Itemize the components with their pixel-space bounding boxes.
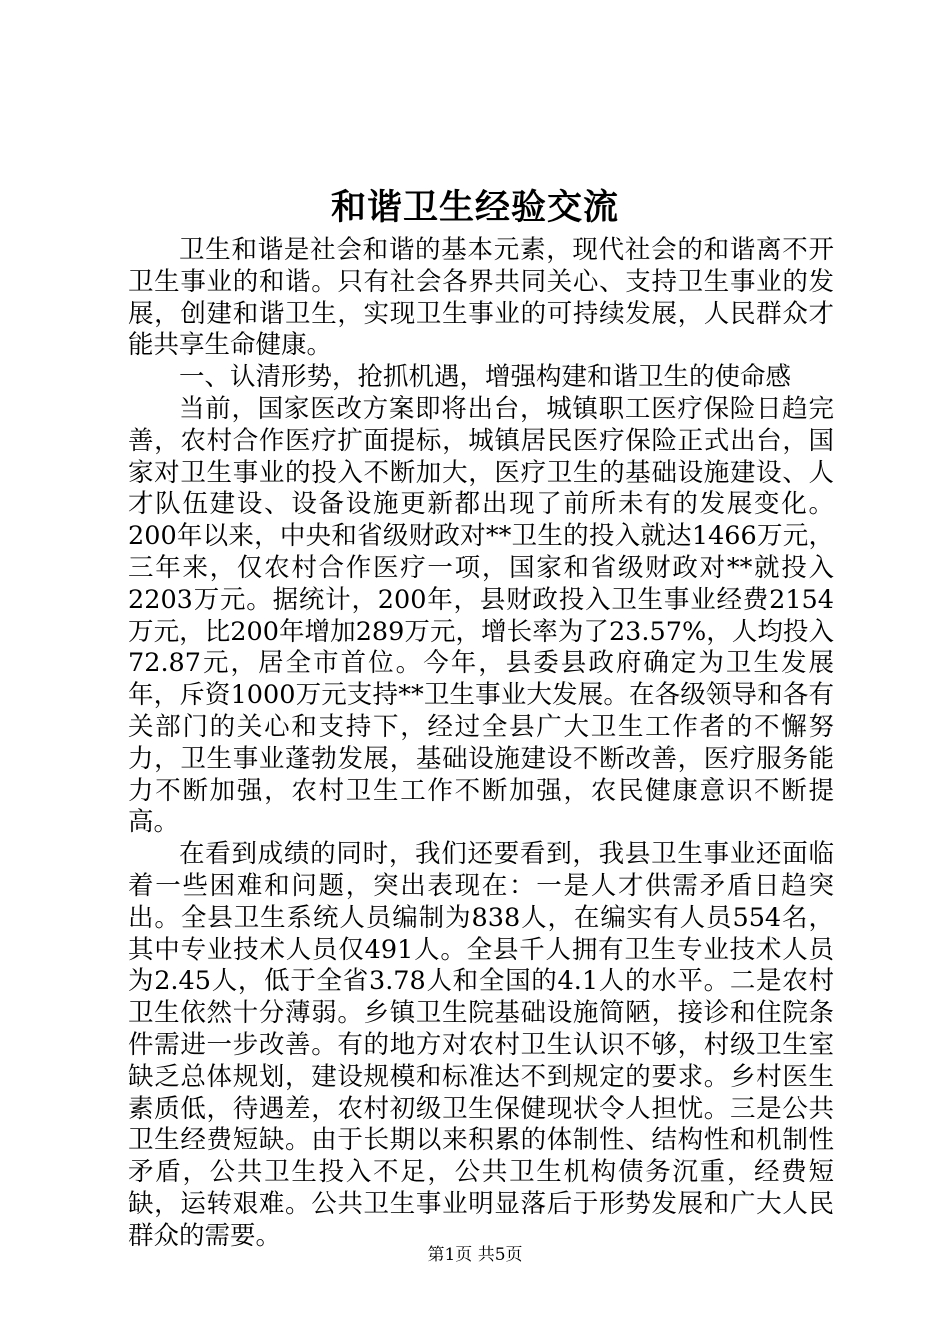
- document-title: 和谐卫生经验交流: [330, 187, 619, 228]
- section-heading-1: 一、认清形势，抢抓机遇，增强构建和谐卫生的使命感: [179, 362, 792, 393]
- paragraph-problems: 在看到成绩的同时，我们还要看到，我县卫生事业还面临着一些困难和问题，突出表现在：一是人才供需矛盾日趋突出。全县卫生系统人员编制为838人，在编实有人员554名，其中专业技术人员仅491人。全县千人拥有卫生专业技术人员为2.45人，低于全省3.78人和全国的4.1人的水平。二是农村卫生依然十分薄弱。乡镇卫生院基础设施简陋，接诊和住院条件需进一步改善。有的地方对农村卫生认识不够，村级卫生室缺乏总体规划，建设规模和标准达不到规定的要求。乡村医生素质低，待遇差，农村初级卫生保健现状令人担忧。三是公共卫生经费短缺。由于长期以来积累的体制性、结构性和机制性矛盾，公共卫生投入不足，公共卫生机构债务沉重，经费短缺，运转艰难。公共卫生事业明显落后于形势发展和广大人民群众的需要。: [128, 839, 834, 1251]
- document-body: [128, 235, 834, 1253]
- page-footer: 第1页 共5页: [427, 1245, 523, 1265]
- paragraph-achievements: 当前，国家医改方案即将出台，城镇职工医疗保险日趋完善，农村合作医疗扩面提标，城镇居民医疗保险正式出台，国家对卫生事业的投入不断加大，医疗卫生的基础设施建设、人才队伍建设、设备设施更新都出现了前所未有的发展变化。200年以来，中央和省级财政对**卫生的投入就达1466万元，三年来，仅农村合作医疗一项，国家和省级财政对**就投入2203万元。据统计，200年，县财政投入卫生事业经费2154万元，比200年增加289万元，增长率为了23.57%，人均投入72.87元，居全市首位。今年，县委县政府确定为卫生发展年，斥资1000万元支持**卫生事业大发展。在各级领导和各有关部门的关心和支持下，经过全县广大卫生工作者的不懈努力，卫生事业蓬勃发展，基础设施建设不断改善，医疗服务能力不断加强，农村卫生工作不断加强，农民健康意识不断提高。: [128, 393, 834, 838]
- paragraph-intro: 卫生和谐是社会和谐的基本元素，现代社会的和谐离不开卫生事业的和谐。只有社会各界共同关心、支持卫生事业的发展，创建和谐卫生，实现卫生事业的可持续发展，人民群众才能共享生命健康。: [128, 235, 834, 361]
